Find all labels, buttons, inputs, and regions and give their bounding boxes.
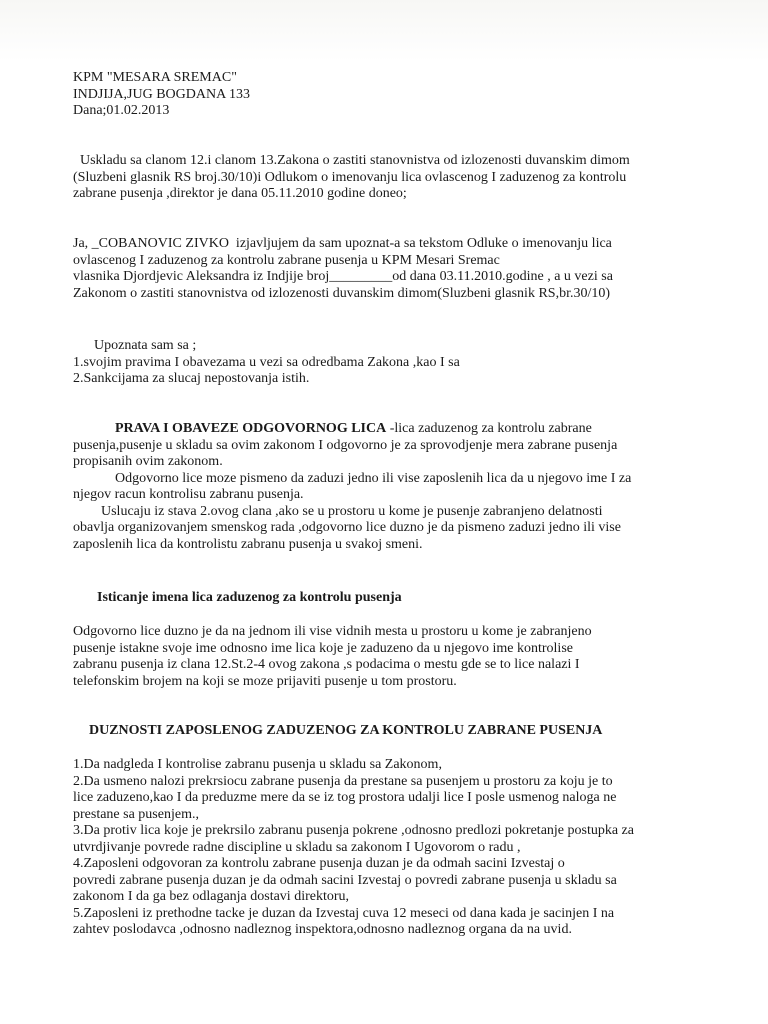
duties-line: 1.Da nadgleda I kontrolise zabranu pusenja u skladu sa Zakonom,: [73, 757, 442, 772]
posting-line: telefonskim brojem na koji se moze prijaviti pusenje u tom prostoru.: [73, 673, 457, 689]
company-name: KPM "MESARA SREMAC": [73, 70, 237, 85]
posting-paragraph: [73, 624, 713, 690]
acquainted-intro: Upoznata sam sa ;: [73, 338, 197, 353]
rights-line: obavlja organizovanjem smenskog rada ,odgovorno lice duzno je da pismeno zaduzi jedno ili vise: [73, 520, 621, 535]
duties-line: lice zaduzeno,kao I da preduzme mere da se iz tog prostora udalji lice I posle usmenog naloga ne: [73, 790, 617, 805]
posting-line: zabranu pusenja iz clana 12.St.2-4 ovog zakona ,s podacima o mestu gde se to lice nalazi I: [73, 657, 580, 672]
rights-line: zaposlenih lica da kontrolistu zabranu pusenja u svakoj smeni.: [73, 536, 423, 552]
duties-line: zahtev poslodavca ,odnosno nadleznog inspektora,odnosno nadleznog organa da na uvid.: [73, 922, 572, 937]
duties-line: 3.Da protiv lica koje je prekrsilo zabranu pusenja pokrene ,odnosno predlozi pokretanje postupka za: [73, 823, 634, 838]
duties-line: povredi zabrane pusenja duzan je da odmah sacini Izvestaj o povredi zabrane pusenja u skladu sa: [73, 872, 617, 888]
duties-line: 4.Zaposleni odgovoran za kontrolu zabrane pusenja duzan je da odmah sacini Izvestaj o: [73, 856, 565, 871]
posting-section: [73, 590, 713, 607]
intro-line: (Sluzbeni glasnik RS broj.30/10)i Odlukom o imenovanju lica ovlascenog I zaduzenog za kontrolu: [73, 169, 627, 185]
statement-line: Ja, _COBANOVIC ZIVKO izjavljujem da sam upoznat-a sa tekstom Odluke o imenovanju lica: [73, 236, 612, 251]
rights-section: [73, 421, 713, 553]
duties-line: 5.Zaposleni iz prethodne tacke je duzan da Izvestaj cuva 12 meseci od dana kada je sacinjen I na: [73, 905, 615, 921]
duties-section: [73, 723, 713, 740]
duties-heading: DUZNOSTI ZAPOSLENOG ZADUZENOG ZA KONTROLU ZABRANE PUSENJA: [89, 723, 603, 738]
duties-list: [73, 757, 713, 939]
duties-line: utvrdjivanje povrede radne discipline u skladu sa zakonom I Ugovorom o radu ,: [73, 839, 521, 855]
rights-line: Uslucaju iz stava 2.ovog clana ,ako se u prostoru u kome je pusenje zabranjeno delatnosti: [73, 503, 603, 519]
duties-line: zakonom I da ga bez odlaganja dostavi direktoru,: [73, 889, 350, 904]
rights-line: njegov racun kontrolisu zabranu pusenja.: [73, 487, 304, 502]
intro-line: Uskladu sa clanom 12.i clanom 13.Zakona o zastiti stanovnistva od izlozenosti duvanskim dimom: [73, 153, 630, 168]
rights-first-line: [73, 421, 713, 438]
company-address: INDJIJA,JUG BOGDANA 133: [73, 86, 250, 102]
acquainted-item: 2.Sankcijama za slucaj nepostovanja istih.: [73, 371, 310, 386]
acquainted-list: [73, 338, 713, 388]
intro-paragraph: [73, 153, 713, 203]
duties-line: 2.Da usmeno nalozi prekrsiocu zabrane pusenja da prestane sa pusenjem u prostoru za koju je to: [73, 773, 613, 789]
rights-heading-rest: -lica zaduzenog za kontrolu zabrane: [386, 421, 592, 436]
intro-line: zabrane pusenja ,direktor je dana 05.11.2010 godine doneo;: [73, 186, 407, 201]
posting-line: pusenje istakne svoje ime odnosno ime lica koje je zaduzeno da u njegovo ime kontrolise: [73, 640, 573, 656]
acquainted-item: 1.svojim pravima I obavezama u vezi sa odredbama Zakona ,kao I sa: [73, 354, 460, 370]
rights-line: propisanih ovim zakonom.: [73, 454, 223, 469]
duties-line: prestane sa pusenjem.,: [73, 806, 199, 822]
rights-line: pusenja,pusenje u skladu sa ovim zakonom I odgovorno je za sprovodjenje mera zabrane pusenja: [73, 437, 618, 453]
rights-heading: PRAVA I OBAVEZE ODGOVORNOG LICA: [115, 421, 387, 436]
statement-line: vlasnika Djordjevic Aleksandra iz Indjije broj_________od dana 03.11.2010.godine , a u vezi sa: [73, 269, 613, 284]
rights-line: Odgovorno lice moze pismeno da zaduzi jedno ili vise zaposlenih lica da u njegovo ime I za: [73, 470, 632, 486]
posting-line: Odgovorno lice duzno je da na jednom ili vise vidnih mesta u prostoru u kome je zabranjeno: [73, 624, 592, 639]
document-header: [73, 70, 713, 120]
document-date: Dana;01.02.2013: [73, 103, 170, 118]
statement-line: ovlascenog I zaduzenog za kontrolu zabrane pusenja u KPM Mesari Sremac: [73, 252, 500, 268]
statement-line: Zakonom o zastiti stanovnistva od izlozenosti duvanskim dimom(Sluzbeni glasnik RS,br.30/10): [73, 285, 611, 301]
statement-paragraph: [73, 236, 713, 302]
posting-heading: Isticanje imena lica zaduzenog za kontrolu pusenja: [97, 590, 402, 605]
